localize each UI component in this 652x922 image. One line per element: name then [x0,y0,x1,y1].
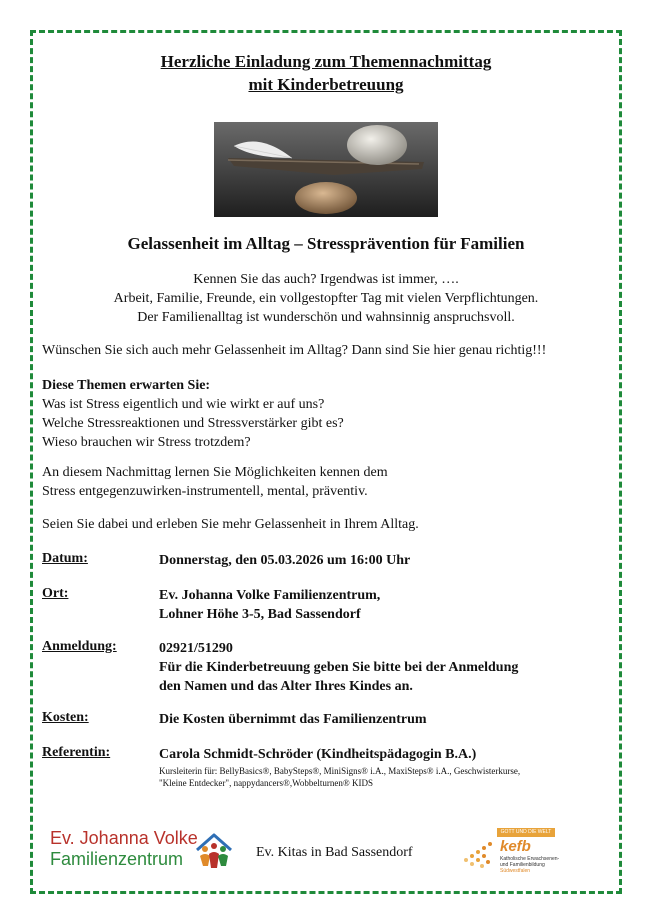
kefb-logo [460,828,570,878]
kefb-dots-icon [460,838,496,874]
referentin-value [159,745,520,789]
ort-line: Ev. Johanna Volke Familienzentrum, [159,588,381,603]
nachmittag-line: Stress entgegenzuwirken-instrumentell, mental, präventiv. [42,484,368,499]
datum-value: Donnerstag, den 05.03.2026 um 16:00 Uhr [159,553,411,568]
title-line-1: Herzliche Einladung zum Themennachmittag [160,52,492,71]
intro-line: Kennen Sie das auch? Irgendwas ist immer, …. [193,272,459,287]
anmeldung-line: den Namen und das Alter Ihres Kindes an. [159,679,413,694]
logo-line-2: Familienzentrum [50,849,184,869]
kefb-name: kefb [500,838,531,855]
kefb-sub-line: Südwestfalen [500,868,531,874]
topic-item: Was ist Stress eigentlich und wie wirkt er auf uns? [42,397,325,412]
balance-stones-photo [214,122,438,217]
datum-label: Datum: [42,551,88,566]
kefb-tagline: GOTT UND DIE WELT [497,828,555,837]
kefb-sub-line: Katholische Erwachsenen- [500,856,560,862]
topic-item: Wieso brauchen wir Stress trotzdem? [42,435,251,450]
kefb-sub-line: und Familienbildung [500,862,545,868]
kitas-text: Ev. Kitas in Bad Sassendorf [256,845,413,860]
seien-text: Seien Sie dabei und erleben Sie mehr Gelassenheit in Ihrem Alltag. [42,517,419,532]
subtitle: Gelassenheit im Alltag – Stressprävention für Familien [127,234,525,253]
ort-value [159,586,380,624]
familienzentrum-logo [50,828,198,870]
question-text: Wünschen Sie sich auch mehr Gelassenheit im Alltag? Dann sind Sie hier genau richtig!!! [42,343,547,358]
nachmittag-line: An diesem Nachmittag lernen Sie Möglichkeiten kennen dem [42,465,388,480]
title-line-2: mit Kinderbetreuung [248,75,404,94]
kosten-label: Kosten: [42,710,89,725]
referentin-courses: Kursleiterin für: BellyBasics®, BabySteps®, MiniSigns® i.A., MaxiSteps® i.A., Geschwisterkurse, [159,766,521,776]
intro-line: Arbeit, Familie, Freunde, ein vollgestopfter Tag mit vielen Verpflichtungen. [113,291,539,306]
kosten-value: Die Kosten übernimmt das Familienzentrum [159,712,427,727]
ort-label: Ort: [42,586,69,601]
nachmittag-text [42,463,388,501]
topics-section [42,376,344,452]
ort-line: Lohner Höhe 3-5, Bad Sassendorf [159,607,361,622]
anmeldung-value [159,639,518,696]
anmeldung-label: Anmeldung: [42,639,117,654]
anmeldung-phone: 02921/51290 [159,641,233,656]
intro-line: Der Familienalltag ist wunderschön und wahnsinnig anspruchsvoll. [137,310,515,325]
family-house-icon [193,830,235,872]
anmeldung-line: Für die Kinderbetreuung geben Sie bitte bei der Anmeldung [159,660,519,675]
logo-line-1: Ev. Johanna Volke [50,828,198,848]
topics-heading: Diese Themen erwarten Sie: [42,378,211,393]
intro-text [0,270,652,327]
referentin-courses: "Kleine Entdecker", nappydancers®,Wobbelturnen® KIDS [159,778,373,788]
kefb-subtitle [500,856,572,874]
referentin-name: Carola Schmidt-Schröder (Kindheitspädagogin B.A.) [159,747,477,762]
topic-item: Welche Stressreaktionen und Stressverstärker gibt es? [42,416,344,431]
referentin-label: Referentin: [42,745,111,760]
